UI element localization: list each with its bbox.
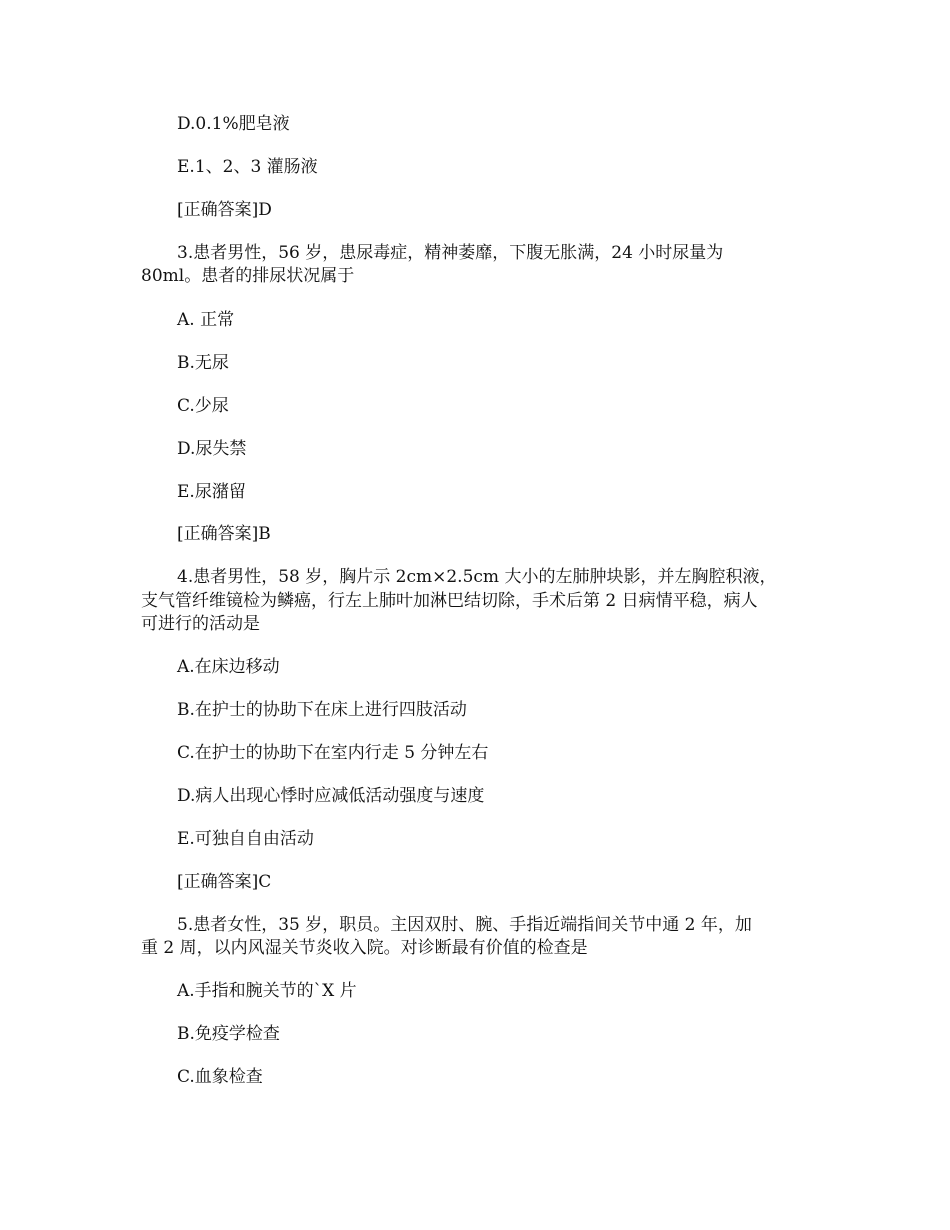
q4-option-b: B.在护士的协助下在床上进行四肢活动 [177,700,467,720]
q2-option-e: E.1、2、3 灌肠液 [177,157,318,177]
q3-stem-line2: 80ml。患者的排尿状况属于 [141,266,355,286]
q4-option-e: E.可独自自由活动 [177,829,314,849]
q4-stem-line3: 可进行的活动是 [141,614,260,634]
q3-option-e: E.尿潴留 [177,482,246,502]
q3-answer: [正确答案]B [177,524,271,544]
q4-option-c: C.在护士的协助下在室内行走 5 分钟左右 [177,743,489,763]
q3-option-b: B.无尿 [177,353,229,373]
q2-option-d: D.0.1%肥皂液 [177,114,290,134]
q5-option-c: C.血象检查 [177,1067,263,1087]
q4-stem-line1: 4.患者男性，58 岁，胸片示 2cm×2.5cm 大小的左肺肿块影，并左胸腔积液， [177,567,777,587]
q4-answer: [正确答案]C [177,872,272,892]
q3-stem-line1: 3.患者男性，56 岁，患尿毒症，精神萎靡，下腹无胀满，24 小时尿量为 [177,243,724,263]
q3-option-d: D.尿失禁 [177,439,247,459]
q4-stem-line2: 支气管纤维镜检为鳞癌，行左上肺叶加淋巴结切除，手术后第 2 日病情平稳，病人 [141,591,758,611]
q3-option-a: A. 正常 [177,310,235,330]
q5-option-b: B.免疫学检查 [177,1024,280,1044]
q3-option-c: C.少尿 [177,396,229,416]
q2-answer: [正确答案]D [177,200,272,220]
q4-option-a: A.在床边移动 [177,657,280,677]
q5-option-a: A.手指和腕关节的`X 片 [177,981,357,1001]
q5-stem-line1: 5.患者女性，35 岁，职员。主因双肘、腕、手指近端指间关节中通 2 年，加 [177,915,752,935]
q5-stem-line2: 重 2 周，以内风湿关节炎收入院。对诊断最有价值的检查是 [141,938,588,958]
q4-option-d: D.病人出现心悸时应减低活动强度与速度 [177,786,485,806]
